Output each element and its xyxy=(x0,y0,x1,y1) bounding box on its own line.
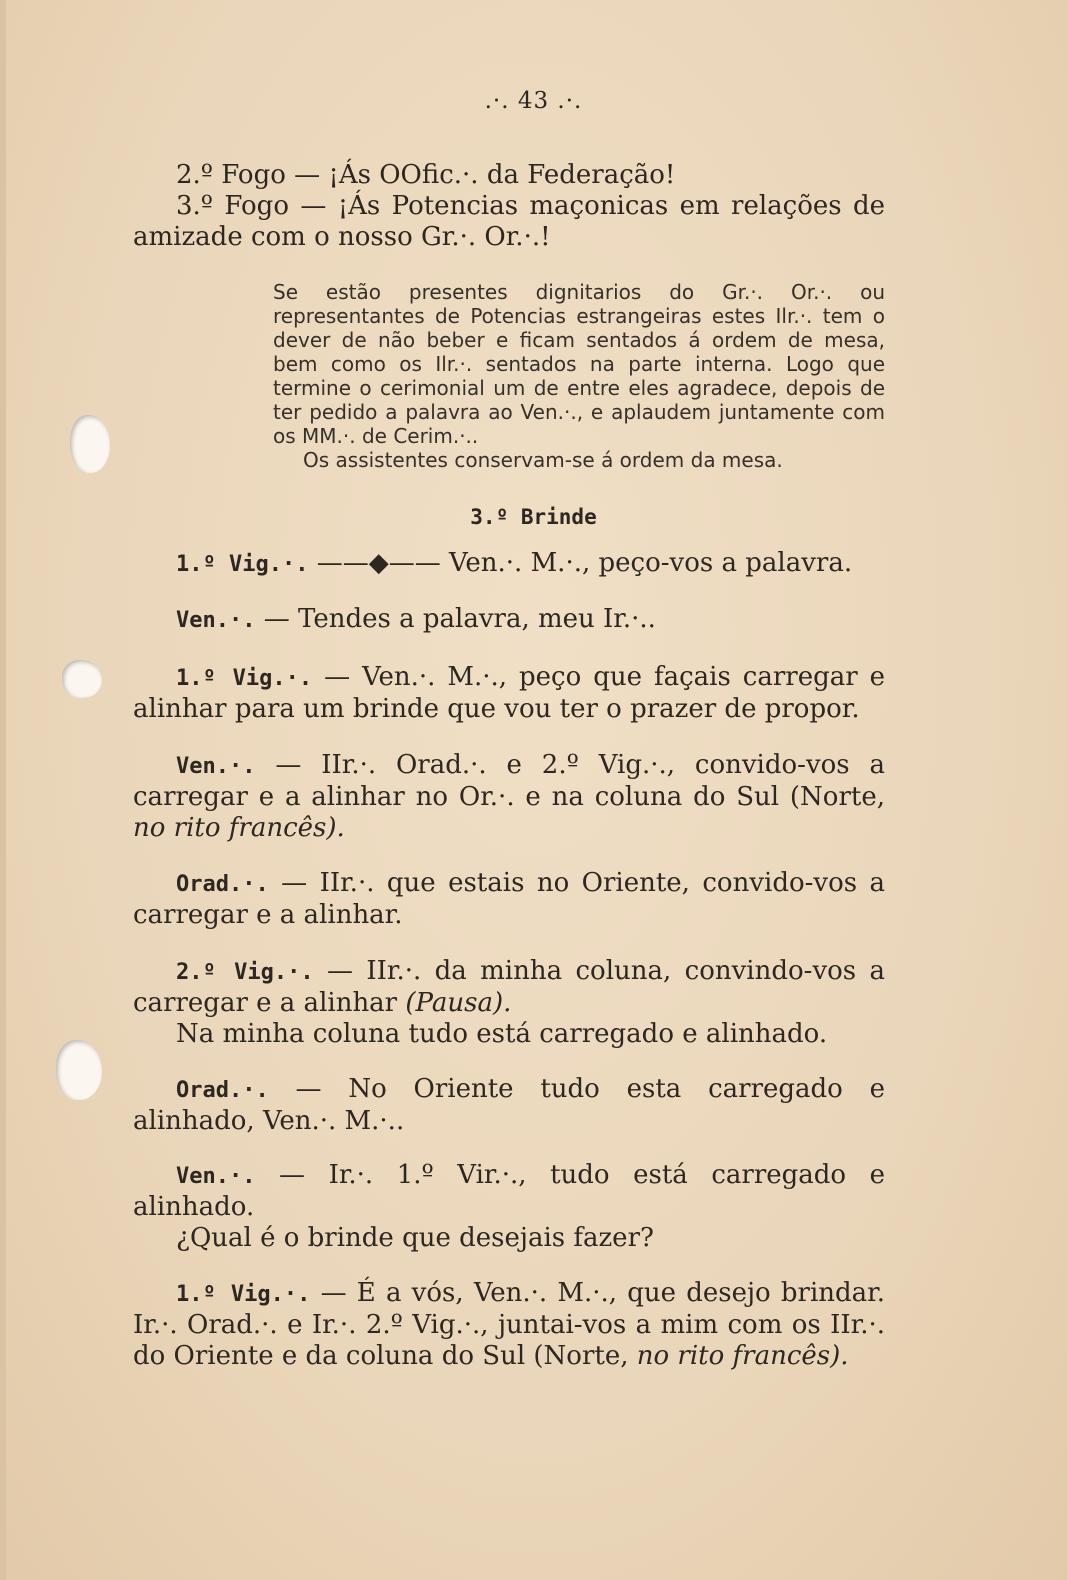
separator: — xyxy=(255,1160,329,1190)
speaker: 2.º Vig.·. xyxy=(176,960,314,985)
speaker: 1.º Vig.·. xyxy=(176,666,313,691)
speech-continuation: ¿Qual é o brinde que desejais fazer? xyxy=(176,1223,654,1253)
page-number: .·. 43 .·. xyxy=(484,88,583,114)
speech: Tendes a palavra, meu Ir.·.. xyxy=(298,604,656,634)
dialogue-line xyxy=(133,1074,885,1137)
binding-hole xyxy=(62,660,102,698)
dialogue-line xyxy=(133,548,885,580)
fogo-3: 3.º Fogo — ¡Ás Potencias maçonicas em relações de amizade com o nosso Gr.·. Or.·.! xyxy=(133,191,885,252)
speaker: 1.º Vig.·. xyxy=(176,1282,311,1307)
speech: É a vós, Ven.·. M.·., que desejo brindar. Ir.·. Orad.·. e Ir.·. 2.º Vig.·., juntai-vos a mim com os IIr.·. do Oriente e da coluna do Sul (Norte, xyxy=(133,1278,885,1371)
italic-note: (Pausa). xyxy=(405,988,512,1018)
speaker: Ven.·. xyxy=(176,754,256,779)
binding-hole xyxy=(56,1040,102,1100)
dialogue-line xyxy=(133,604,885,636)
speech: Ir.·. 1.º Vir.·., tudo está carregado e alinhado. xyxy=(133,1160,886,1222)
binding-hole xyxy=(70,415,110,473)
separator: — xyxy=(268,1074,349,1104)
speech: IIr.·. Orad.·. e 2.º Vig.·., convido-vos a carregar e a alinhar no Or.·. e na coluna do Sul (Norte, xyxy=(133,750,885,812)
separator: — xyxy=(310,1278,357,1308)
speech: IIr.·. que estais no Oriente, convido-vos a carregar e a alinhar. xyxy=(133,868,886,930)
dialogue-line xyxy=(133,956,885,1050)
separator: — xyxy=(255,604,299,634)
speech: Ven.·. M.·., peço-vos a palavra. xyxy=(448,548,853,578)
fogo-2: 2.º Fogo — ¡Ás OOfic.·. da Federação! xyxy=(176,160,676,190)
italic-note: no rito francês). xyxy=(133,813,345,843)
speech: Ven.·. M.·., peço que façais carregar e alinhar para um brinde que vou ter o prazer de propor. xyxy=(133,662,886,724)
dialogue-line xyxy=(133,750,885,844)
speaker: Ven.·. xyxy=(176,608,256,633)
note-line: Se estão presentes dignitarios do Gr.·. Or.·. ou representantes de Potencias estrangeiras estes Ilr.·. tem o dever de não beber e ficam sentados á ordem de mesa, bem como os Ilr.·. sentados na parte interna. Logo que termine o cerimonial um de entre eles agradece, depois de ter pedido a palavra ao Ven.·., e aplaudem juntamente com os MM.·. de Cerim.·.. xyxy=(273,280,885,448)
italic-note: no rito francês). xyxy=(636,1341,849,1371)
page-edge xyxy=(0,0,6,1580)
note-line: Os assistentes conservam-se á ordem da mesa. xyxy=(303,448,783,472)
rubric-note xyxy=(273,280,885,472)
speech: IIr.·. da minha coluna, convindo-vos a carregar e a alinhar xyxy=(133,956,886,1018)
separator: — xyxy=(268,868,320,898)
speaker: Orad.·. xyxy=(176,872,269,897)
separator: — xyxy=(255,750,322,780)
section-heading: 3.º Brinde xyxy=(470,505,597,529)
speaker: Ven.·. xyxy=(176,1164,256,1189)
speech: No Oriente tudo esta carregado e alinhado, Ven.·. M.·.. xyxy=(133,1074,886,1136)
speech-continuation: Na minha coluna tudo está carregado e alinhado. xyxy=(176,1019,828,1049)
toasts-list xyxy=(133,160,885,253)
separator: — xyxy=(312,662,363,692)
dialogue-line xyxy=(133,868,885,931)
dialogue-line xyxy=(133,1160,885,1254)
dialogue-line xyxy=(133,1278,885,1372)
separator: ——◆—— xyxy=(308,548,449,578)
speaker: 1.º Vig.·. xyxy=(176,552,309,577)
dialogue-line xyxy=(133,662,885,725)
speaker: Orad.·. xyxy=(176,1078,269,1103)
separator: — xyxy=(313,956,367,986)
